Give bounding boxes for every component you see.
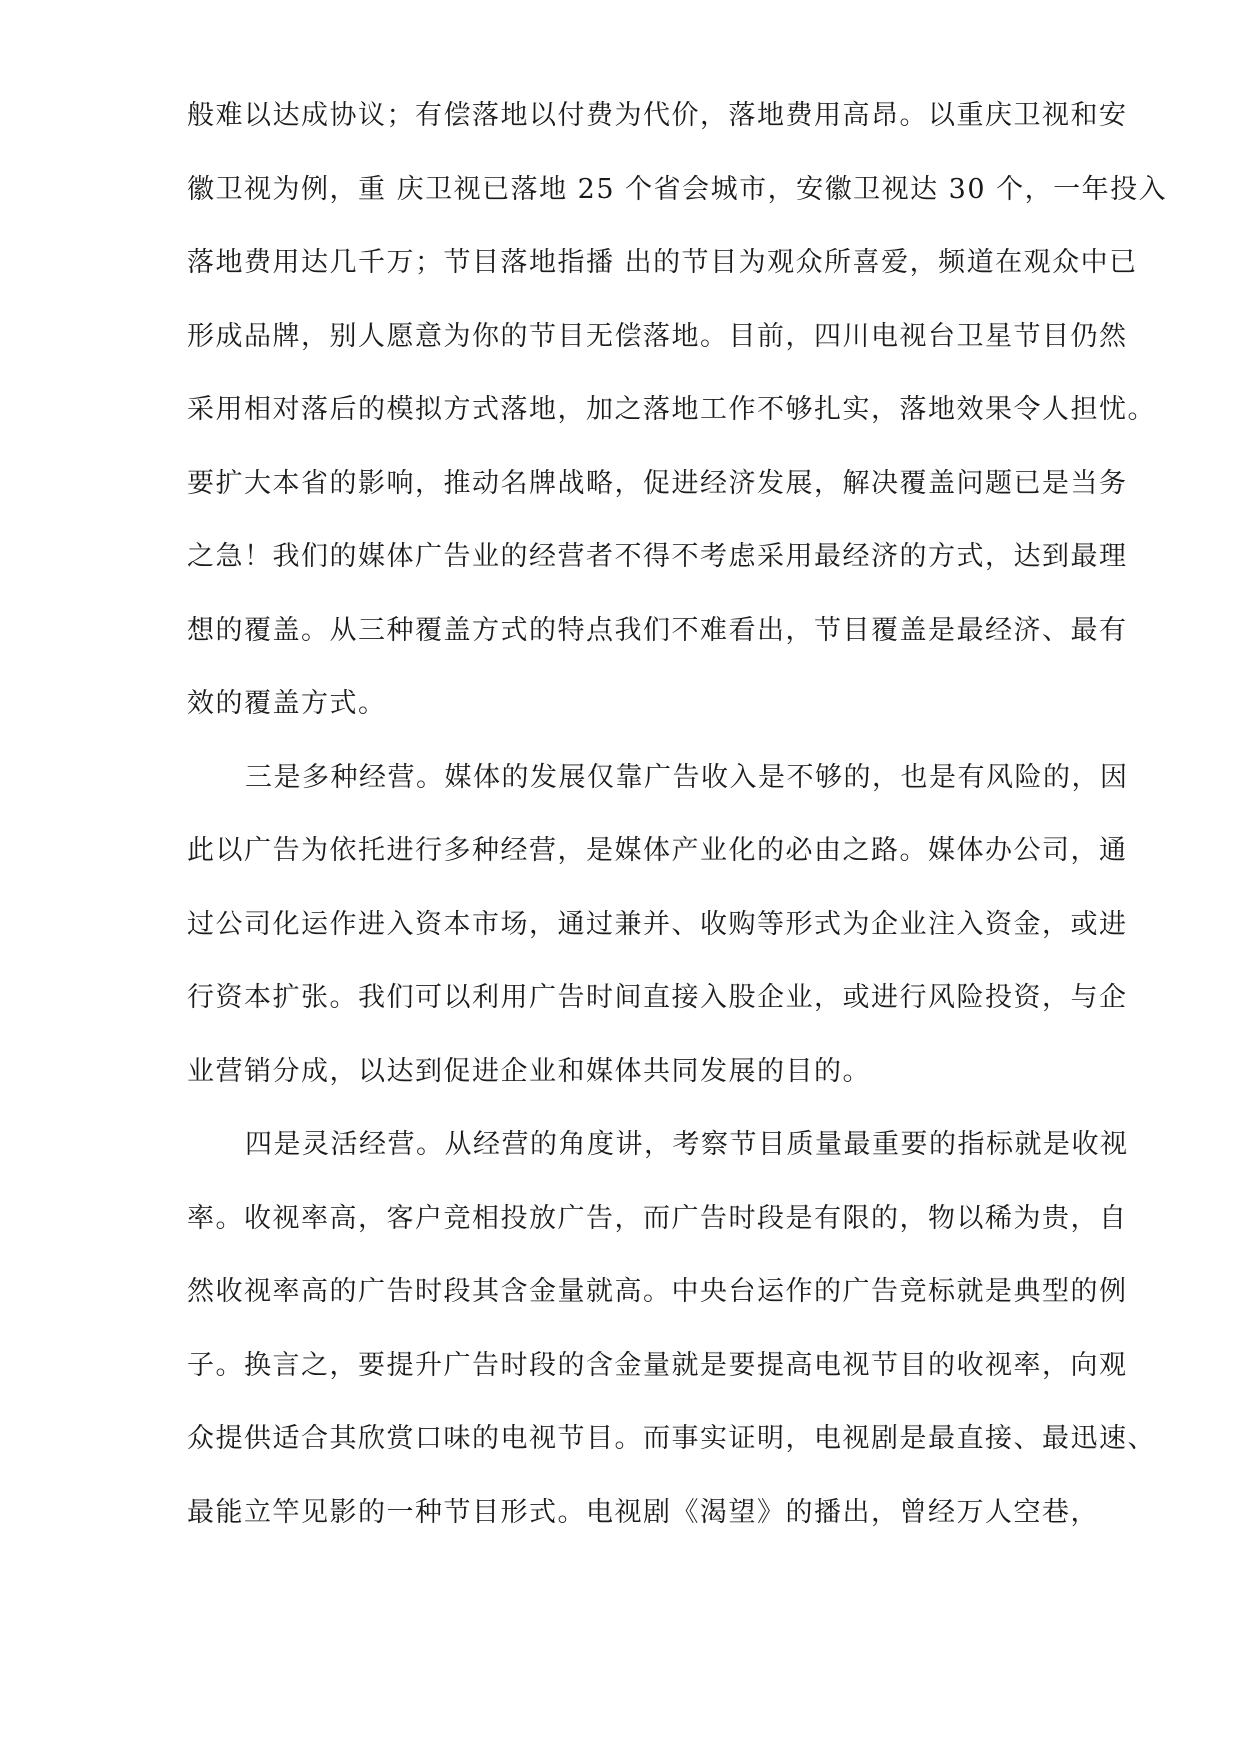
- text-line: 之急！我们的媒体广告业的经营者不得不考虑采用最经济的方式，达到最理: [187, 541, 1128, 572]
- text-line: 落地费用达几千万；节目落地指播 出的节目为观众所喜爱，频道在观众中已: [187, 247, 1138, 278]
- text-line: 徽卫视为例，重 庆卫视已落地 25 个省会城市，安徽卫视达 30 个，一年投入: [187, 173, 1168, 205]
- text-line: 行资本扩张。我们可以利用广告时间直接入股企业，或进行风险投资，与企: [187, 982, 1128, 1013]
- text-line: 三是多种经营。媒体的发展仅靠广告收入是不够的，也是有风险的，因: [245, 761, 1129, 793]
- text-line: 效的覆盖方式。: [187, 688, 387, 719]
- text-line: 然收视率高的广告时段其含金量就高。中央台运作的广告竞标就是典型的例: [187, 1276, 1128, 1307]
- text-line: 过公司化运作进入资本市场，通过兼并、收购等形式为企业注入资金，或进: [187, 908, 1128, 940]
- text-line: 业营销分成，以达到促进企业和媒体共同发展的目的。: [187, 1055, 871, 1087]
- body-text: [187, 86, 1168, 1556]
- text-line: 想的覆盖。从三种覆盖方式的特点我们不难看出，节目覆盖是最经济、最有: [187, 614, 1128, 646]
- paragraph-coverage: [187, 86, 1168, 748]
- text-line: 般难以达成协议；有偿落地以付费为代价，落地费用高昂。以重庆卫视和安: [187, 100, 1128, 131]
- text-line: 四是灵活经营。从经营的角度讲，考察节目质量最重要的指标就是收视: [245, 1129, 1129, 1160]
- text-line: 此以广告为依托进行多种经营，是媒体产业化的必由之路。媒体办公司，通: [187, 835, 1128, 866]
- text-line: 子。换言之，要提升广告时段的含金量就是要提高电视节目的收视率，向观: [187, 1349, 1128, 1381]
- text-line: 最能立竿见影的一种节目形式。电视剧《渴望》的播出，曾经万人空巷，: [187, 1496, 1099, 1528]
- text-line: 形成品牌，别人愿意为你的节目无偿落地。目前，四川电视台卫星节目仍然: [187, 320, 1128, 352]
- paragraph-flexible-operation: [187, 1115, 1156, 1556]
- text-line: 要扩大本省的影响，推动名牌战略，促进经济发展，解决覆盖问题已是当务: [187, 467, 1128, 499]
- paragraph-diversified-operation: [187, 748, 1147, 1116]
- text-line: 采用相对落后的模拟方式落地，加之落地工作不够扎实，落地效果令人担忧。: [187, 394, 1156, 425]
- text-line: 众提供适合其欣赏口味的电视节目。而事实证明，电视剧是最直接、最迅速、: [187, 1423, 1156, 1454]
- text-line: 率。收视率高，客户竞相投放广告，而广告时段是有限的，物以稀为贵，自: [187, 1202, 1128, 1234]
